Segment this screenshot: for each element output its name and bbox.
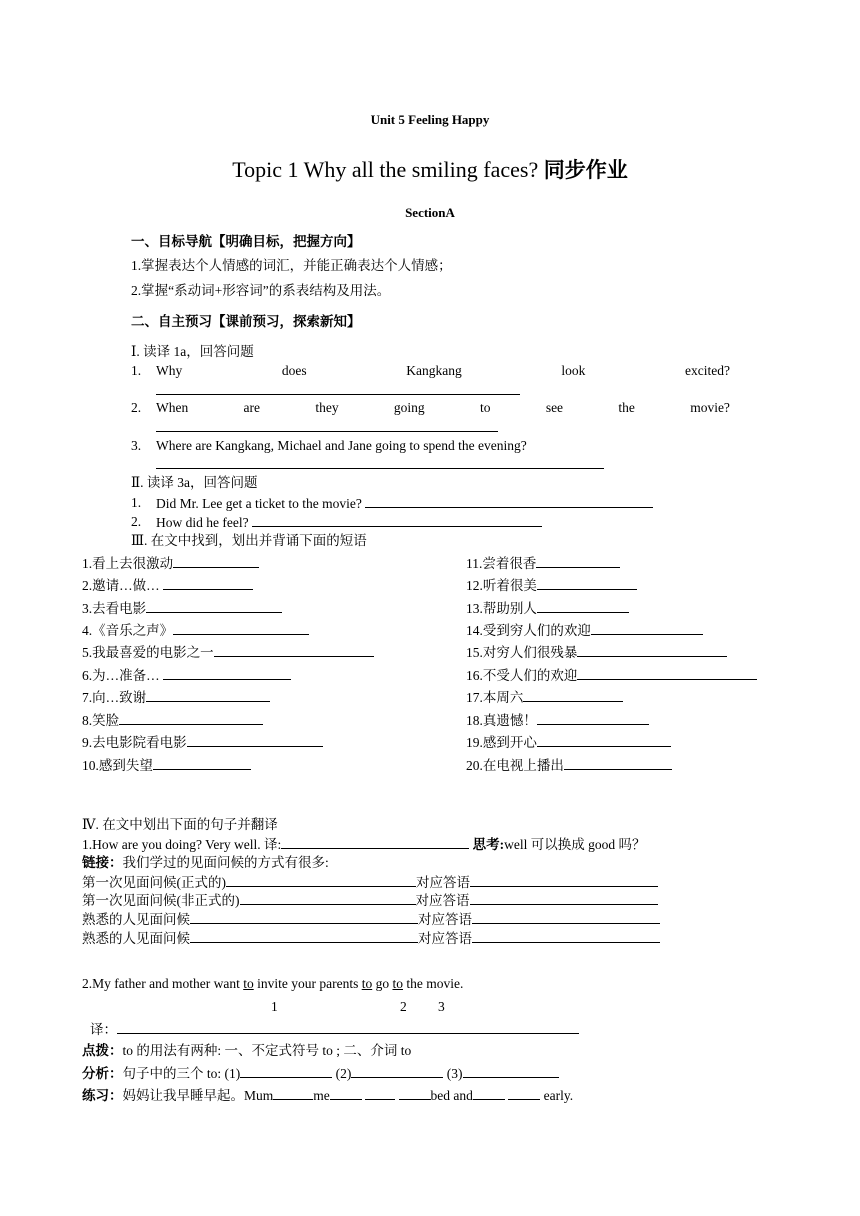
- q1-word: does: [281, 363, 307, 378]
- part1-q2-num: 2.: [131, 400, 142, 415]
- translation-line: 译：: [90, 1020, 579, 1039]
- tip-line: 点拨：to 的用法有两种: 一、不定式符号 to ; 二、介词 to: [82, 1043, 412, 1058]
- q1-word: excited?: [685, 363, 730, 378]
- phrase-item: 12.听着很美: [466, 576, 637, 595]
- part2-q2: How did he feel?: [156, 513, 542, 532]
- answer-blank[interactable]: [365, 494, 653, 508]
- part3-title: Ⅲ. 在文中找到，划出并背诵下面的短语: [131, 533, 367, 548]
- marker-1: 1: [271, 999, 278, 1014]
- q2-word: are: [243, 400, 261, 415]
- phrase-item: 13.帮助别人: [466, 599, 629, 618]
- q2-word: see: [545, 400, 564, 415]
- part1-q3-answer-line[interactable]: [156, 455, 604, 474]
- part1-q3: Where are Kangkang, Michael and Jane going to spend the evening?: [156, 438, 527, 453]
- phrase-item: 8.笑脸: [82, 711, 263, 730]
- phrase-item: 14.受到穷人们的欢迎: [466, 621, 703, 640]
- unit-title: Unit 5 Feeling Happy: [370, 112, 490, 127]
- part4-title: Ⅳ. 在文中划出下面的句子并翻译: [82, 817, 278, 832]
- q2-word: going: [393, 400, 425, 415]
- greeting-row: 熟悉的人见面问候 对应答语: [82, 910, 660, 929]
- q1-word: look: [561, 363, 586, 378]
- phrase-item: 6.为…准备…: [82, 666, 291, 685]
- q1-word: Kangkang: [406, 363, 462, 378]
- topic-title-cn: 同步作业: [543, 158, 628, 182]
- phrase-item: 17.本周六: [466, 688, 623, 707]
- preview-heading: 二、自主预习【课前预习，探索新知】: [131, 314, 361, 329]
- answer-blank[interactable]: [252, 513, 542, 527]
- phrase-item: 19.感到开心: [466, 733, 671, 752]
- part2-q2-num: 2.: [131, 514, 142, 529]
- marker-2: 2: [400, 999, 407, 1014]
- sentence-2: 2.My father and mother want to invite your parents to go to the movie.: [82, 976, 464, 991]
- phrase-item: 10.感到失望: [82, 756, 251, 775]
- part1-q2: [156, 399, 730, 417]
- part2-q1: Did Mr. Lee get a ticket to the movie?: [156, 494, 653, 513]
- q2-word: the: [618, 400, 635, 415]
- phrase-item: 2.邀请…做…: [82, 576, 253, 595]
- q2-word: When: [156, 400, 189, 415]
- phrase-item: 20.在电视上播出: [466, 756, 672, 775]
- goal-item-2: 2.掌握“系动词+形容词”的系表结构及用法。: [131, 283, 391, 298]
- part1-q3-num: 3.: [131, 438, 142, 453]
- part1-q1-answer-line[interactable]: [156, 381, 520, 400]
- phrase-item: 4.《音乐之声》: [82, 621, 309, 640]
- marker-3: 3: [438, 999, 445, 1014]
- phrase-item: 7.向…致谢: [82, 688, 270, 707]
- analysis-line: 分析：句子中的三个 to: (1) (2) (3): [82, 1064, 559, 1083]
- phrase-item: 3.去看电影: [82, 599, 282, 618]
- phrase-item: 11.尝着很香: [466, 554, 620, 573]
- phrase-item: 9.去电影院看电影: [82, 733, 323, 752]
- sentence-1: 1.How are you doing? Very well. 译: 思考:well 可以换成 good 吗？: [82, 837, 646, 852]
- topic-title-en: Topic 1 Why all the smiling faces?: [232, 157, 539, 182]
- part1-title: Ⅰ. 读译 1a，回答问题: [131, 344, 254, 359]
- goals-heading: 一、目标导航【明确目标，把握方向】: [131, 234, 361, 249]
- translation-blank[interactable]: [117, 1020, 579, 1034]
- topic-title: [0, 156, 860, 184]
- q2-word: movie?: [690, 400, 730, 415]
- q1-word: Why: [156, 363, 183, 378]
- phrase-item: 15.对穷人们很残暴: [466, 643, 727, 662]
- phrase-item: 18.真遗憾！: [466, 711, 649, 730]
- practice-line: 练习：妈妈让我早睡早起。Mum me bed and early.: [82, 1088, 574, 1103]
- part2-title: Ⅱ. 读译 3a，回答问题: [131, 475, 258, 490]
- translation-blank[interactable]: [281, 835, 469, 849]
- section-title: SectionA: [405, 205, 455, 220]
- part1-q2-answer-line[interactable]: [156, 418, 498, 437]
- phrase-item: 16.不受人们的欢迎: [466, 666, 757, 685]
- greeting-row: 第一次见面问候(非正式的) 对应答语: [82, 891, 658, 910]
- q2-word: they: [315, 400, 339, 415]
- phrase-item: 1.看上去很激动: [82, 554, 259, 573]
- q2-word: to: [479, 400, 491, 415]
- part2-q1-num: 1.: [131, 495, 142, 510]
- greeting-row: 第一次见面问候(正式的) 对应答语: [82, 873, 658, 892]
- goal-item-1: 1.掌握表达个人情感的词汇，并能正确表达个人情感；: [131, 258, 452, 273]
- phrase-item: 5.我最喜爱的电影之一: [82, 643, 374, 662]
- part1-q1: [156, 362, 730, 380]
- greeting-row: 熟悉的人见面问候 对应答语: [82, 929, 660, 948]
- link-line: 链接：我们学过的见面问候的方式有很多:: [82, 855, 329, 870]
- part1-q1-num: 1.: [131, 363, 142, 378]
